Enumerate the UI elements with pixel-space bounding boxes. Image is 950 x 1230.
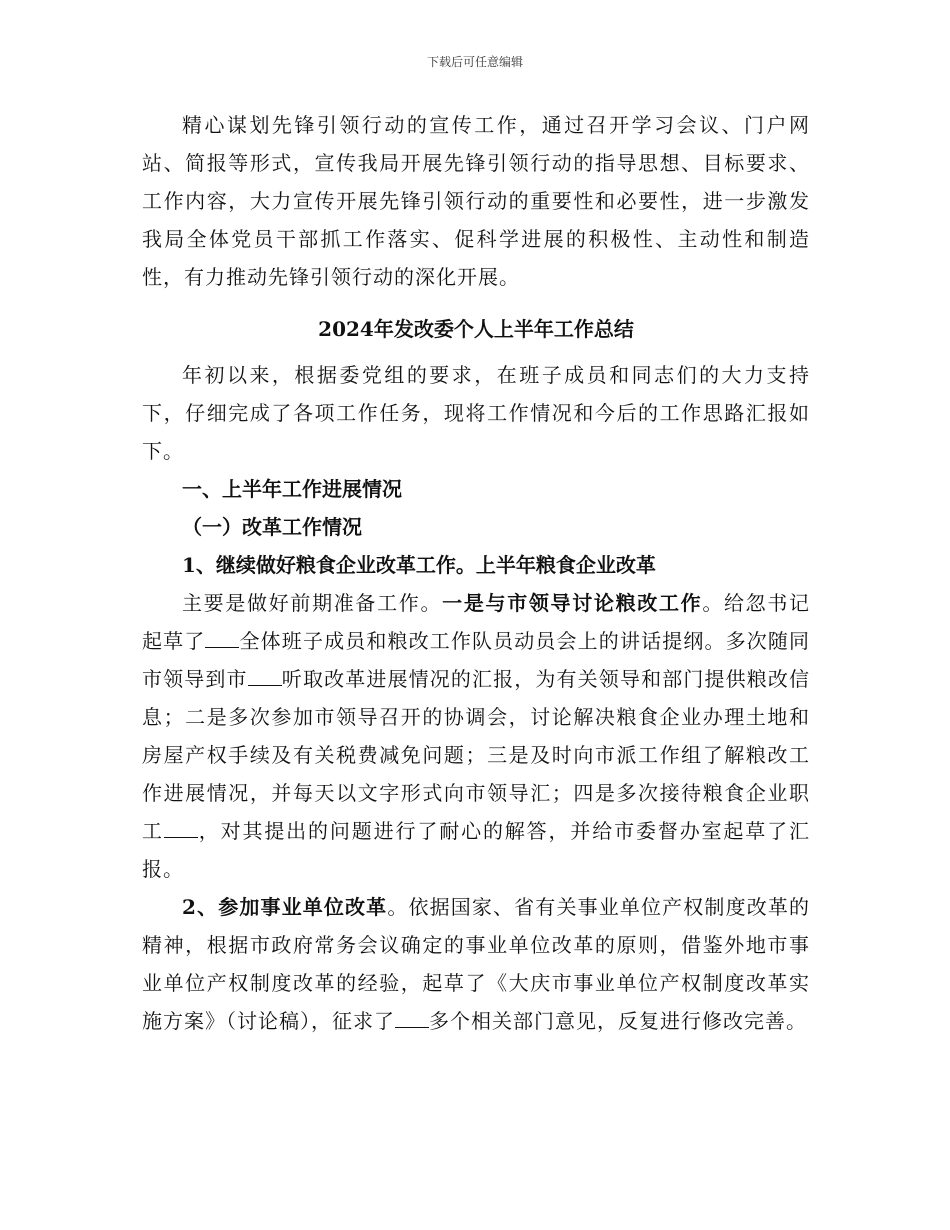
text-run: ，对其提出的问题进行了耐心的解答，并给市委督办室起草了汇报。: [142, 819, 811, 881]
bold-text-run: 2、参加事业单位改革: [182, 895, 388, 919]
bold-text-run: 一是与市领导讨论粮改工作: [442, 591, 703, 615]
blank-underline: [248, 667, 282, 686]
subsection-heading-reform: （一）改革工作情况: [182, 515, 362, 539]
blank-underline: [205, 629, 239, 648]
item-heading-grain-reform: 1、继续做好粮食企业改革工作。上半年粮食企业改革: [182, 553, 656, 577]
document-title: 2024年发改委个人上半年工作总结: [318, 317, 634, 341]
paragraph-intro: 年初以来，根据委党组的要求，在班子成员和同志们的大力支持下，仔细完成了各项工作任务，现将工作情况和今后的工作思路汇报如下。: [142, 363, 810, 463]
blank-underline: [164, 819, 198, 838]
text-run: 。给忽书记起草了: [142, 591, 811, 653]
text-run: 多个相关部门意见，反复进行修改完善。: [429, 1009, 807, 1033]
paragraph-grain-reform: [142, 584, 810, 888]
document-body: [142, 106, 810, 1040]
text-run: 。依据国家、省有关事业单位产权制度改革的精神，根据市政府常务会议确定的事业单位改革的原则，借鉴外地市事业单位产权制度改革的经验，起草了《大庆市事业单位产权制度改革实施方案》（讨论稿），征求了: [142, 895, 810, 1033]
paragraph-publicity: 精心谋划先锋引领行动的宣传工作，通过召开学习会议、门户网站、简报等形式，宣传我局开展先锋引领行动的指导思想、目标要求、工作内容，大力宣传开展先锋引领行动的重要性和必要性，进一步激发我局全体党员干部抓工作落实、促科学进展的积极性、主动性和制造性，有力推动先锋引领行动的深化开展。: [142, 113, 810, 289]
blank-underline: [395, 1009, 429, 1028]
text-run: 全体班子成员和粮改工作队员动员会上的讲话提纲。多次随同市领导到市: [142, 629, 811, 691]
section-heading-1: 一、上半年工作进展情况: [182, 477, 402, 501]
text-run: 听取改革进展情况的汇报，为有关领导和部门提供粮改信息；二是多次参加市领导召开的协调会，讨论解决粮食企业办理土地和房屋产权手续及有关税费减免问题；三是及时向市派工作组了解粮改工作进展情况，并每天以文字形式向市领导汇；四是多次接待粮食企业职工: [142, 667, 811, 843]
page-header: 下载后可任意编辑: [426, 55, 523, 69]
paragraph-institution-reform: [142, 888, 810, 1040]
text-run: 主要是做好前期准备工作。: [182, 591, 443, 615]
